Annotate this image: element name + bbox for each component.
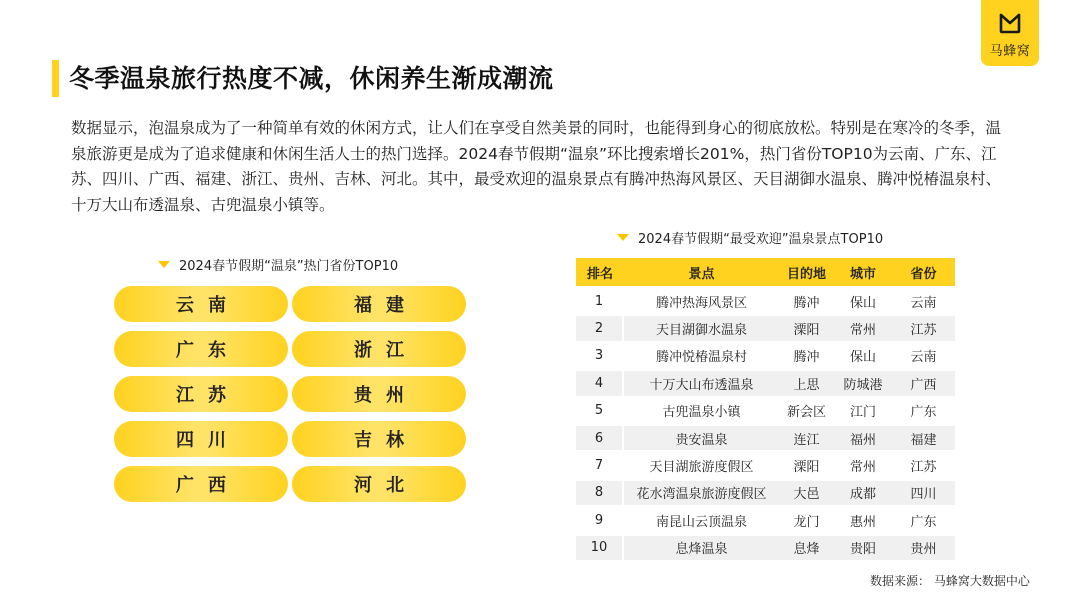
province-pill: 江苏 bbox=[114, 376, 288, 412]
header-province: 省份 bbox=[892, 258, 955, 286]
table-row bbox=[576, 344, 955, 368]
cell-destination: 龙门 bbox=[779, 508, 834, 532]
table-row bbox=[576, 399, 955, 423]
cell-spot: 腾冲热海风景区 bbox=[624, 289, 779, 313]
triangle-down-icon bbox=[617, 234, 629, 241]
spots-section-title-text: 2024春节假期“最受欢迎”温泉景点TOP10 bbox=[638, 232, 884, 247]
data-source: 数据来源： 马蜂窝大数据中心 bbox=[870, 574, 1030, 588]
cell-province: 广西 bbox=[892, 371, 955, 395]
province-pill: 福建 bbox=[292, 286, 466, 322]
cell-province: 广东 bbox=[892, 508, 955, 532]
cell-province: 广东 bbox=[892, 399, 955, 423]
cell-rank: 10 bbox=[576, 536, 624, 560]
cell-spot: 天目湖旅游度假区 bbox=[624, 453, 779, 477]
cell-city: 贵阳 bbox=[834, 536, 892, 560]
cell-city: 成都 bbox=[834, 481, 892, 505]
cell-destination: 上思 bbox=[779, 371, 834, 395]
mafengwo-logo-icon bbox=[997, 11, 1023, 35]
cell-destination: 大邑 bbox=[779, 481, 834, 505]
table-row bbox=[576, 453, 955, 477]
table-row bbox=[576, 371, 955, 395]
cell-destination: 腾冲 bbox=[779, 344, 834, 368]
cell-province: 云南 bbox=[892, 344, 955, 368]
cell-destination: 溧阳 bbox=[779, 316, 834, 340]
province-pill: 河北 bbox=[292, 466, 466, 502]
province-pill: 吉林 bbox=[292, 421, 466, 457]
cell-spot: 南昆山云顶温泉 bbox=[624, 508, 779, 532]
cell-province: 福建 bbox=[892, 426, 955, 450]
cell-city: 常州 bbox=[834, 453, 892, 477]
cell-rank: 2 bbox=[576, 316, 624, 340]
table-header-row bbox=[576, 258, 955, 286]
province-pill: 云南 bbox=[114, 286, 288, 322]
triangle-down-icon bbox=[158, 261, 170, 268]
cell-province: 四川 bbox=[892, 481, 955, 505]
cell-city: 防城港 bbox=[834, 371, 892, 395]
cell-rank: 6 bbox=[576, 426, 624, 450]
province-pill: 广东 bbox=[114, 331, 288, 367]
table-row bbox=[576, 426, 955, 450]
cell-rank: 1 bbox=[576, 289, 624, 313]
hot-spring-spots-table bbox=[576, 255, 955, 563]
province-pill: 广西 bbox=[114, 466, 288, 502]
table-row bbox=[576, 536, 955, 560]
cell-destination: 新会区 bbox=[779, 399, 834, 423]
cell-rank: 9 bbox=[576, 508, 624, 532]
title-accent-bar bbox=[52, 60, 59, 97]
logo-text: 马蜂窝 bbox=[989, 44, 1031, 59]
province-section-title-text: 2024春节假期“温泉”热门省份TOP10 bbox=[179, 259, 399, 274]
page-title: 冬季温泉旅行热度不减，休闲养生渐成潮流 bbox=[69, 64, 554, 93]
cell-destination: 溧阳 bbox=[779, 453, 834, 477]
province-section-title bbox=[158, 255, 398, 274]
table-row bbox=[576, 481, 955, 505]
cell-spot: 花水湾温泉旅游度假区 bbox=[624, 481, 779, 505]
province-pill: 四川 bbox=[114, 421, 288, 457]
cell-destination: 连江 bbox=[779, 426, 834, 450]
cell-spot: 天目湖御水温泉 bbox=[624, 316, 779, 340]
cell-province: 江苏 bbox=[892, 453, 955, 477]
cell-city: 福州 bbox=[834, 426, 892, 450]
cell-city: 江门 bbox=[834, 399, 892, 423]
table-row bbox=[576, 508, 955, 532]
cell-rank: 8 bbox=[576, 481, 624, 505]
cell-province: 贵州 bbox=[892, 536, 955, 560]
cell-destination: 息烽 bbox=[779, 536, 834, 560]
intro-paragraph: 数据显示，泡温泉成为了一种简单有效的休闲方式，让人们在享受自然美景的同时，也能得到身心的彻底放松。特别是在寒冷的冬季，温泉旅游更是成为了追求健康和休闲生活人士的热门选择。2024春节假期“温泉”环比搜索增长201%，热门省份TOP10为云南、广东、江苏、四川、广西、福建、浙江、贵州、吉林、河北。其中，最受欢迎的温泉景点有腾冲热海风景区、天目湖御水温泉、腾冲悦椿温泉村、十万大山布透温泉、古兜温泉小镇等。 bbox=[71, 119, 1002, 214]
table-row bbox=[576, 316, 955, 340]
header-destination: 目的地 bbox=[779, 258, 834, 286]
cell-city: 保山 bbox=[834, 289, 892, 313]
header-city: 城市 bbox=[834, 258, 892, 286]
cell-spot: 十万大山布透温泉 bbox=[624, 371, 779, 395]
header-spot: 景点 bbox=[624, 258, 779, 286]
cell-rank: 7 bbox=[576, 453, 624, 477]
spots-section-title bbox=[617, 228, 883, 247]
table-row bbox=[576, 289, 955, 313]
header-rank: 排名 bbox=[576, 258, 624, 286]
cell-city: 惠州 bbox=[834, 508, 892, 532]
cell-city: 保山 bbox=[834, 344, 892, 368]
province-pill: 贵州 bbox=[292, 376, 466, 412]
cell-spot: 贵安温泉 bbox=[624, 426, 779, 450]
cell-rank: 3 bbox=[576, 344, 624, 368]
cell-spot: 息烽温泉 bbox=[624, 536, 779, 560]
cell-rank: 5 bbox=[576, 399, 624, 423]
province-pill: 浙江 bbox=[292, 331, 466, 367]
cell-spot: 腾冲悦椿温泉村 bbox=[624, 344, 779, 368]
cell-destination: 腾冲 bbox=[779, 289, 834, 313]
cell-province: 云南 bbox=[892, 289, 955, 313]
cell-spot: 古兜温泉小镇 bbox=[624, 399, 779, 423]
province-pill-grid bbox=[114, 286, 466, 502]
mafengwo-logo bbox=[981, 0, 1039, 66]
cell-city: 常州 bbox=[834, 316, 892, 340]
cell-province: 江苏 bbox=[892, 316, 955, 340]
cell-rank: 4 bbox=[576, 371, 624, 395]
